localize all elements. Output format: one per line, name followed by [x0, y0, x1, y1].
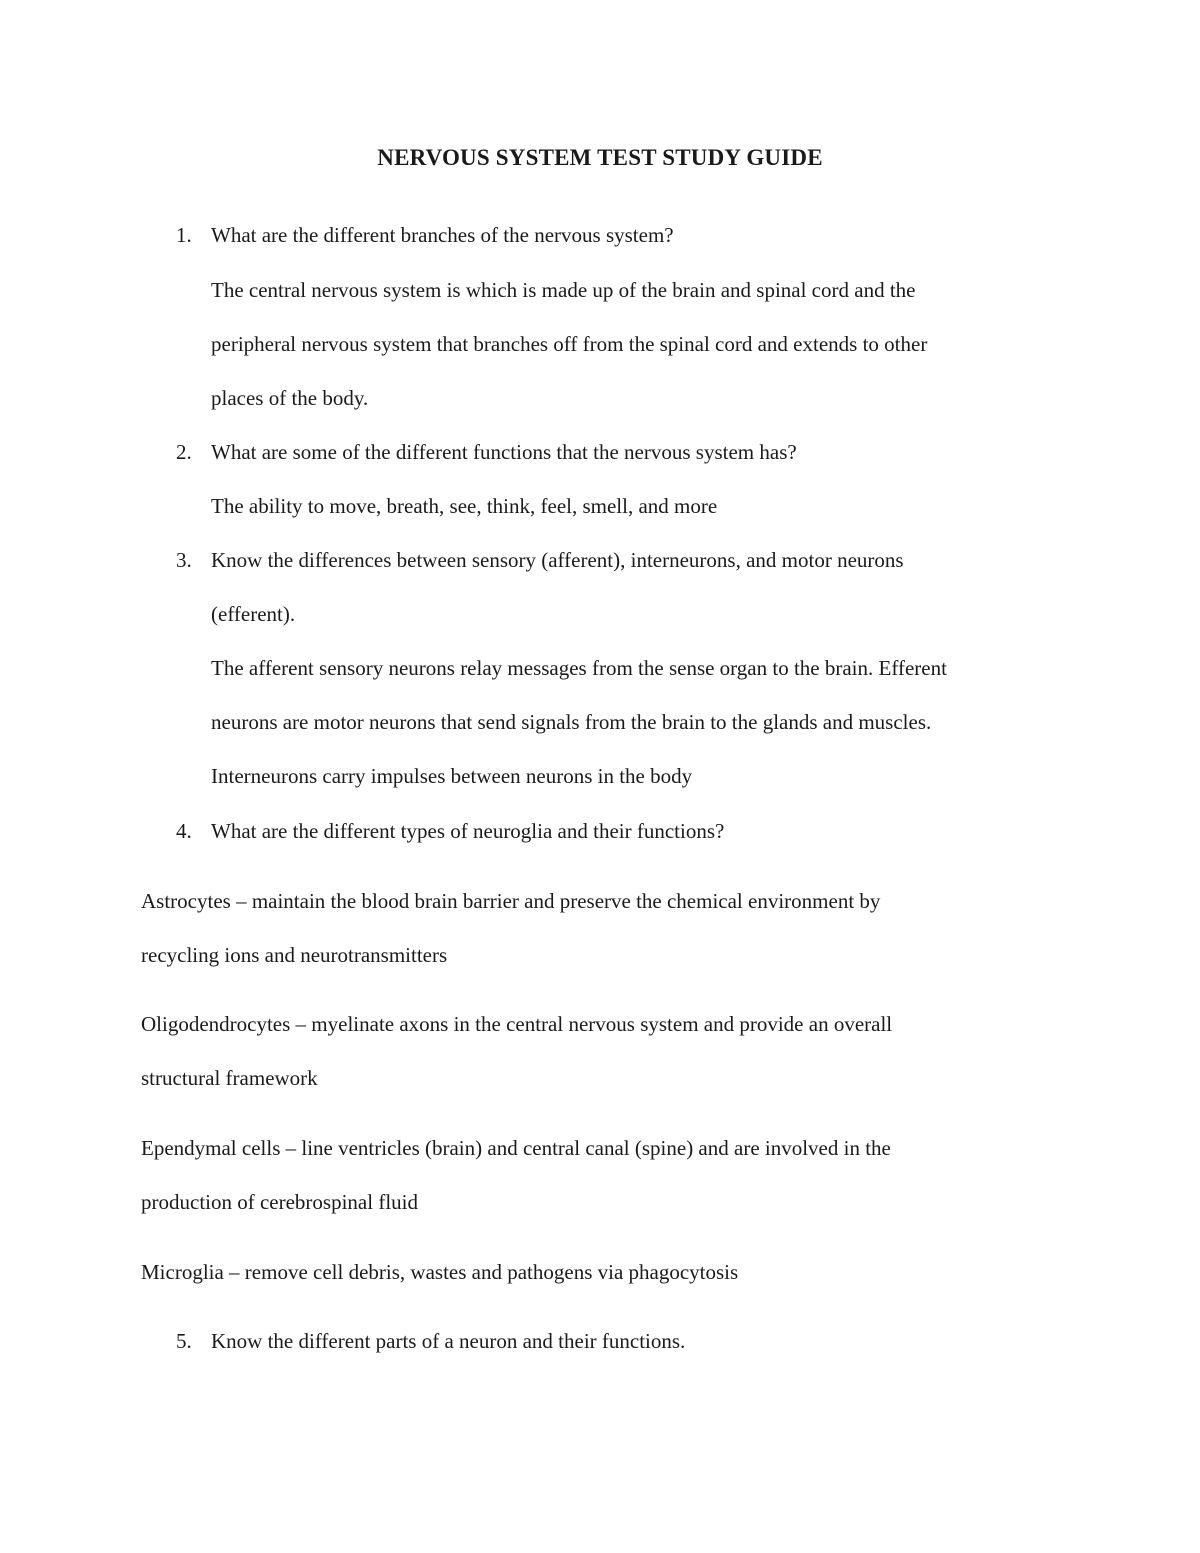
question-1-answer-line-3: places of the body. [211, 386, 369, 410]
question-1-answer-line-1: The central nervous system is which is made up of the brain and spinal cord and the [211, 278, 916, 302]
question-1-text: What are the different branches of the nervous system? [211, 223, 674, 247]
question-3-answer-line-1: The afferent sensory neurons relay messages from the sense organ to the brain. Efferent [211, 656, 947, 680]
question-1-answer-line-2: peripheral nervous system that branches off from the spinal cord and extends to other [211, 332, 928, 356]
question-3-answer-line-2: neurons are motor neurons that send signals from the brain to the glands and muscles. [211, 710, 932, 734]
question-3-number: 3. [176, 548, 192, 572]
astrocytes-line-2: recycling ions and neurotransmitters [141, 943, 448, 967]
question-1-number: 1. [176, 223, 192, 247]
astrocytes-line-1: Astrocytes – maintain the blood brain barrier and preserve the chemical environment by [141, 889, 881, 913]
question-2-answer-line-1: The ability to move, breath, see, think, feel, smell, and more [211, 494, 718, 518]
question-5-text: Know the different parts of a neuron and their functions. [211, 1329, 686, 1353]
question-4-number: 4. [176, 819, 192, 843]
ependymal-cells-line-1: Ependymal cells – line ventricles (brain) and central canal (spine) and are involved in the [141, 1136, 891, 1160]
question-3-answer-line-3: Interneurons carry impulses between neurons in the body [211, 764, 693, 788]
microglia-line-1: Microglia – remove cell debris, wastes and pathogens via phagocytosis [141, 1260, 739, 1284]
oligodendrocytes-line-2: structural framework [141, 1066, 318, 1090]
question-2-text: What are some of the different functions that the nervous system has? [211, 440, 797, 464]
question-2-number: 2. [176, 440, 192, 464]
ependymal-cells-line-2: production of cerebrospinal fluid [141, 1190, 418, 1214]
oligodendrocytes-line-1: Oligodendrocytes – myelinate axons in the central nervous system and provide an overall [141, 1012, 893, 1036]
question-5-number: 5. [176, 1329, 192, 1353]
question-3-text-continued: (efferent). [211, 602, 296, 626]
page-title: NERVOUS SYSTEM TEST STUDY GUIDE [377, 145, 823, 170]
question-4-text: What are the different types of neuroglia and their functions? [211, 819, 725, 843]
question-3-text: Know the differences between sensory (afferent), interneurons, and motor neurons [211, 548, 904, 572]
